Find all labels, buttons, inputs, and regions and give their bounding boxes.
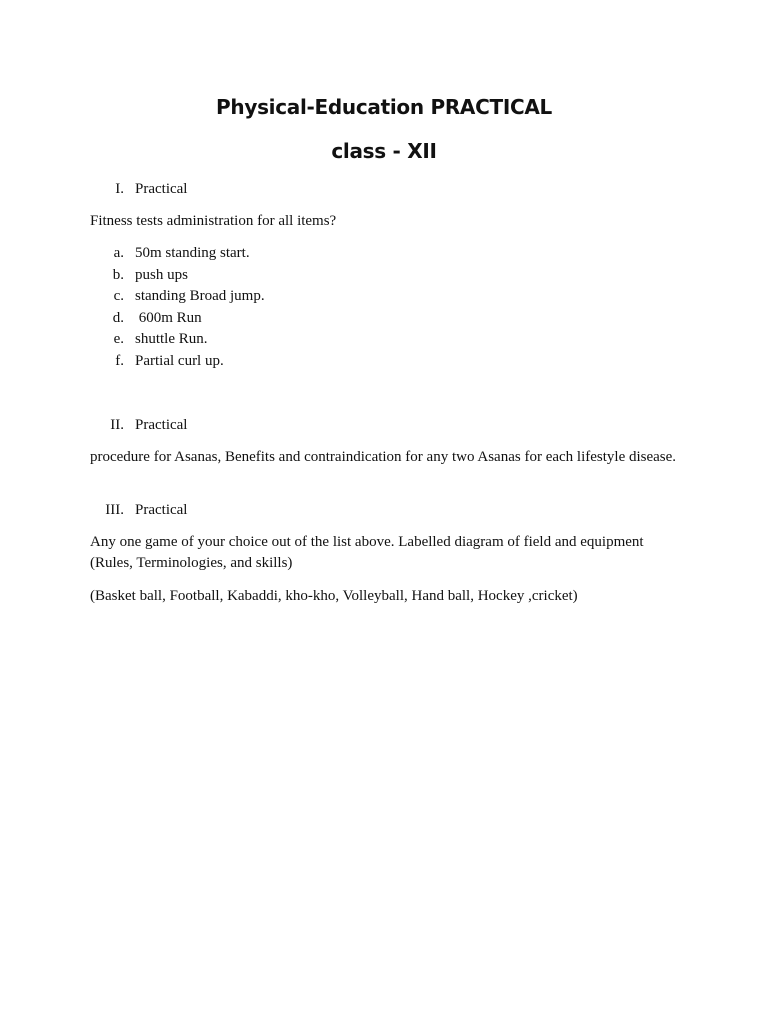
fitness-test-list xyxy=(90,243,690,372)
list-item xyxy=(90,243,690,265)
list-item-text: shuttle Run. xyxy=(135,331,208,347)
section-2-numeral: II. xyxy=(110,417,124,433)
list-marker: c. xyxy=(113,288,124,304)
list-item xyxy=(90,351,690,373)
list-item xyxy=(90,329,690,351)
document-subtitle: class - XII xyxy=(331,139,437,163)
section-3-label: Practical xyxy=(135,502,188,518)
list-item-text: Partial curl up. xyxy=(135,352,224,369)
list-marker: a. xyxy=(113,245,124,261)
section-1-intro: Fitness tests administration for all items? xyxy=(90,213,337,229)
document-title: Physical-Education PRACTICAL xyxy=(216,95,552,119)
list-item xyxy=(90,308,690,330)
section-1-heading xyxy=(90,179,690,200)
section-2-heading xyxy=(90,415,690,436)
list-item-text: push ups xyxy=(135,266,188,283)
list-marker: b. xyxy=(112,266,124,283)
games-list: (Basket ball, Football, Kabaddi, kho-kho, Volleyball, Hand ball, Hockey ,cricket) xyxy=(90,588,578,604)
list-item-text: 50m standing start. xyxy=(135,245,250,261)
list-marker: d. xyxy=(112,309,124,326)
section-2-body: procedure for Asanas, Benefits and contraindication for any two Asanas for each lifestyle disease. xyxy=(90,449,677,465)
list-item xyxy=(90,286,690,308)
list-item-text: standing Broad jump. xyxy=(135,288,265,304)
section-2-label: Practical xyxy=(135,417,188,433)
section-1-numeral: I. xyxy=(115,181,124,197)
list-marker: e. xyxy=(113,331,124,347)
list-item xyxy=(90,265,690,287)
section-3-numeral: III. xyxy=(105,502,124,518)
section-3-heading xyxy=(90,500,690,521)
section-3-body: Any one game of your choice out of the list above. Labelled diagram of field and equipment (Rules, Terminologies, and skills) xyxy=(90,534,644,571)
list-item-text: 600m Run xyxy=(135,309,202,326)
list-marker: f. xyxy=(115,352,124,369)
section-1-label: Practical xyxy=(135,181,188,197)
